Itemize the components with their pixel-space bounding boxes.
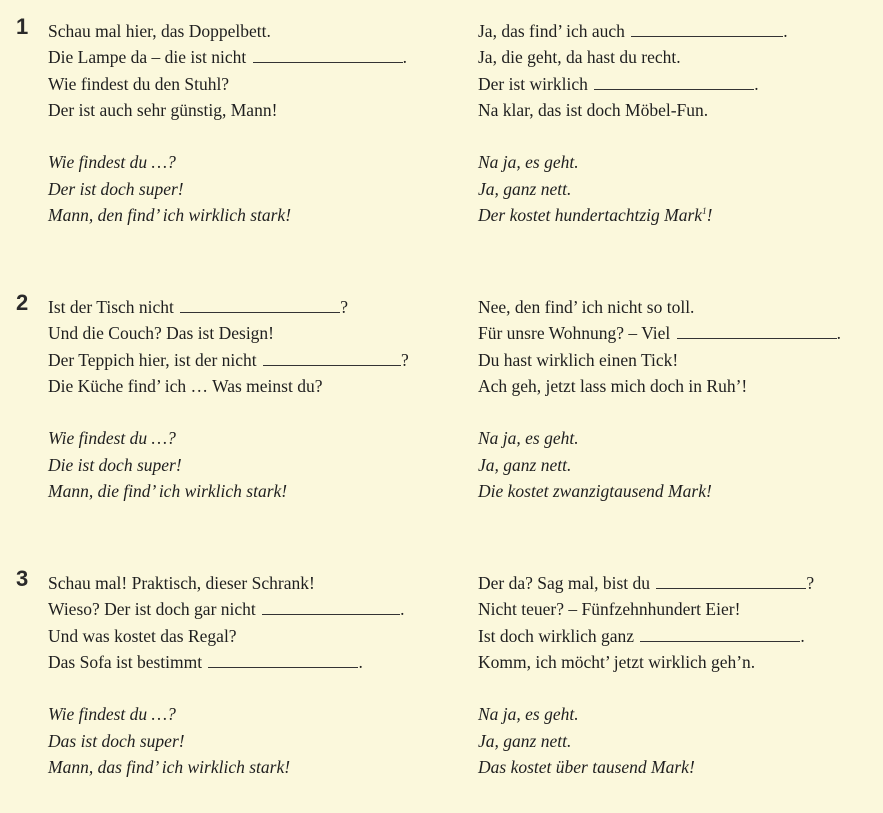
line-text: Schau mal! Praktisch, dieser Schrank! xyxy=(48,573,315,593)
blank-field[interactable] xyxy=(262,613,400,615)
phrase-line: Ja, ganz nett. xyxy=(478,730,572,751)
phrase-line: Ja, ganz nett. xyxy=(478,454,572,475)
line-text: Und die Couch? Das ist Design! xyxy=(48,323,275,344)
line-punct: ? xyxy=(806,573,815,593)
phrase-line: Mann, den find’ ich wirklich stark! xyxy=(48,205,292,226)
line-text: Wieso? Der ist doch gar nicht xyxy=(48,599,256,620)
dialogue-line xyxy=(48,347,409,373)
dialogue-line xyxy=(48,18,407,44)
right-column xyxy=(478,294,841,504)
dialogue-line xyxy=(478,570,814,596)
right-column xyxy=(478,570,814,780)
blank-field[interactable] xyxy=(594,88,754,90)
line-text: Das Sofa ist bestimmt xyxy=(48,651,203,672)
dialogue-line xyxy=(48,71,407,97)
phrase-line: Na ja, es geht. xyxy=(478,428,579,449)
phrase-line: Wie findest du …? xyxy=(48,428,176,449)
dialogue-line xyxy=(478,320,841,346)
dialogue-line xyxy=(478,649,814,675)
dialogue-line xyxy=(478,373,841,399)
left-column xyxy=(48,570,405,780)
line-punct: . xyxy=(800,625,805,646)
phrase-line: Mann, das find’ ich wirklich stark! xyxy=(48,757,291,778)
phrase-line: Ja, ganz nett. xyxy=(478,178,572,199)
phrase-line: Na ja, es geht. xyxy=(478,704,579,725)
line-punct: ? xyxy=(340,297,349,317)
section-number: 2 xyxy=(16,290,29,315)
dialogue-line xyxy=(478,347,841,373)
dialogue-line xyxy=(478,44,788,70)
section-number: 3 xyxy=(16,566,29,591)
line-text: Ja, die geht, da hast du recht. xyxy=(478,47,681,68)
blank-field[interactable] xyxy=(208,666,358,668)
phrase-line: Wie findest du …? xyxy=(48,704,176,725)
line-text: Ach geh, jetzt lass mich doch in Ruh’! xyxy=(478,375,748,396)
dialogue-line xyxy=(478,294,841,320)
phrase-punct: ! xyxy=(706,205,713,226)
blank-field[interactable] xyxy=(263,364,401,366)
line-text: Ist der Tisch nicht xyxy=(48,297,174,317)
phrase-text: Der kostet hundertachtzig Mark xyxy=(478,205,703,226)
right-column xyxy=(478,18,788,228)
phrase-line: Wie findest du …? xyxy=(48,152,176,173)
footnote-marker: 1 xyxy=(702,206,707,217)
dialogue-line xyxy=(478,596,814,622)
dialogue-line xyxy=(478,623,814,649)
line-punct: . xyxy=(836,323,842,344)
line-text: Für unsre Wohnung? – Viel xyxy=(478,323,671,344)
dialogue-line xyxy=(48,623,405,649)
line-text: Der da? Sag mal, bist du xyxy=(478,573,651,593)
line-punct: . xyxy=(402,47,408,68)
line-punct: . xyxy=(400,599,405,620)
dialogue-line xyxy=(478,71,788,97)
line-text: Ja, das find’ ich auch xyxy=(478,21,625,41)
line-text: Ist doch wirklich ganz xyxy=(478,625,634,646)
line-punct: ? xyxy=(401,349,409,370)
line-punct: . xyxy=(783,21,788,41)
phrase-line xyxy=(478,202,788,228)
dialogue-line xyxy=(48,570,405,596)
blank-field[interactable] xyxy=(253,61,403,63)
line-text: Und was kostet das Regal? xyxy=(48,625,237,646)
dialogue-line xyxy=(48,294,409,320)
line-text: Nee, den find’ ich nicht so toll. xyxy=(478,297,695,317)
line-punct: . xyxy=(754,73,759,94)
dialogue-line xyxy=(48,373,409,399)
phrase-line: Die ist doch super! xyxy=(48,454,182,475)
line-text: Die Lampe da – die ist nicht xyxy=(48,47,247,68)
line-text: Du hast wirklich einen Tick! xyxy=(478,349,679,370)
line-text: Na klar, das ist doch Möbel-Fun. xyxy=(478,99,709,120)
line-text: Komm, ich möcht’ jetzt wirklich geh’n. xyxy=(478,651,756,672)
dialogue-line xyxy=(478,97,788,123)
dialogue-line xyxy=(48,320,409,346)
blank-field[interactable] xyxy=(631,35,783,37)
line-punct: . xyxy=(358,651,363,672)
phrase-line: Die kostet zwanzigtausend Mark! xyxy=(478,481,712,502)
line-text: Schau mal hier, das Doppelbett. xyxy=(48,21,271,41)
line-text: Wie findest du den Stuhl? xyxy=(48,73,230,94)
phrase-line: Na ja, es geht. xyxy=(478,152,579,173)
phrase-line: Das kostet über tausend Mark! xyxy=(478,757,695,778)
phrase-line: Der ist doch super! xyxy=(48,178,184,199)
dialogue-line xyxy=(48,97,407,123)
blank-field[interactable] xyxy=(677,337,837,339)
dialogue-line xyxy=(478,18,788,44)
dialogue-line xyxy=(48,44,407,70)
line-text: Der ist auch sehr günstig, Mann! xyxy=(48,99,278,120)
left-column xyxy=(48,18,407,228)
line-text: Nicht teuer? – Fünfzehnhundert Eier! xyxy=(478,599,741,620)
blank-field[interactable] xyxy=(180,311,340,313)
dialogue-line xyxy=(48,649,405,675)
line-text: Die Küche find’ ich … Was meinst du? xyxy=(48,375,323,396)
section-number: 1 xyxy=(16,14,29,39)
line-text: Der ist wirklich xyxy=(478,73,588,94)
left-column xyxy=(48,294,409,504)
blank-field[interactable] xyxy=(640,640,800,642)
blank-field[interactable] xyxy=(656,587,806,589)
phrase-line: Das ist doch super! xyxy=(48,730,185,751)
line-text: Der Teppich hier, ist der nicht xyxy=(48,349,257,370)
dialogue-line xyxy=(48,596,405,622)
phrase-line: Mann, die find’ ich wirklich stark! xyxy=(48,481,288,502)
